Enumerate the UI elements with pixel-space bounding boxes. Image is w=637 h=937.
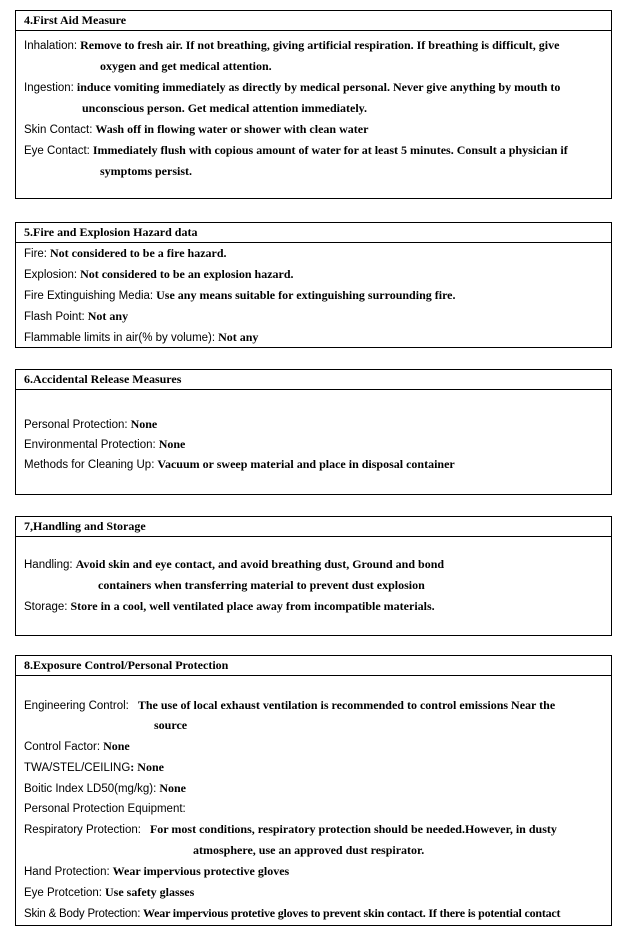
inhalation-row xyxy=(24,35,607,57)
explosion-row xyxy=(24,264,607,286)
field-value: Wash off in flowing water or shower with clean water xyxy=(95,122,369,136)
personal-protection-row xyxy=(24,414,607,436)
field-value: None xyxy=(159,781,186,795)
section-title: 4.First Aid Measure xyxy=(16,11,611,31)
section-exposure-control xyxy=(15,655,612,926)
cleaning-up-row xyxy=(24,454,607,476)
control-factor-row xyxy=(24,736,607,758)
engineering-continuation xyxy=(24,715,607,736)
field-label: Fire Extinguishing Media: xyxy=(24,290,154,302)
field-value: Not considered to be an explosion hazard. xyxy=(80,267,294,281)
field-value-cont: source xyxy=(154,718,188,732)
field-label: Handling: xyxy=(24,559,73,571)
section-title: 5.Fire and Explosion Hazard data xyxy=(16,223,611,243)
field-value: Immediately flush with copious amount of water for at least 5 minutes. Consult a physician if xyxy=(92,143,568,157)
field-label: Boitic Index LD50(mg/kg): xyxy=(24,783,157,795)
field-label: Hand Protection: xyxy=(24,866,110,878)
field-value: Not considered to be a fire hazard. xyxy=(50,246,227,260)
field-label: Explosion: xyxy=(24,269,78,281)
field-value-cont: unconscious person. Get medical attention immediately. xyxy=(82,101,367,115)
extinguishing-media-row xyxy=(24,285,607,307)
respiratory-protection-row xyxy=(24,819,607,841)
ingestion-row xyxy=(24,77,607,99)
ppe-row xyxy=(24,798,607,820)
skin-body-protection-row xyxy=(24,903,607,925)
field-label: Fire: xyxy=(24,248,47,260)
eye-contact-row xyxy=(24,140,607,162)
field-label: Eye Contact: xyxy=(24,145,90,157)
section-accidental-release xyxy=(15,369,612,495)
field-value: Remove to fresh air. If not breathing, giving artificial respiration. If breathing is difficult, give xyxy=(80,38,560,52)
eye-protection-row xyxy=(24,882,607,904)
field-value: None xyxy=(158,437,186,451)
field-value: induce vomiting immediately as directly by medical personal. Never give anything by mouth to xyxy=(76,80,561,94)
field-value: None xyxy=(103,739,130,753)
section-title: 7,Handling and Storage xyxy=(16,517,611,537)
section-title: 6.Accidental Release Measures xyxy=(16,370,611,390)
inhalation-continuation xyxy=(24,56,607,77)
section-first-aid xyxy=(15,10,612,199)
field-value: For most conditions, respiratory protection should be needed.However, in dusty xyxy=(149,822,557,836)
field-value-cont: containers when transferring material to prevent dust explosion xyxy=(98,578,425,592)
environmental-protection-row xyxy=(24,434,607,456)
field-value: Vacuum or sweep material and place in disposal container xyxy=(157,457,455,471)
field-label: Flammable limits in air(% by volume): xyxy=(24,332,216,344)
field-label: Methods for Cleaning Up: xyxy=(24,459,155,471)
field-label: TWA/STEL/CEILING xyxy=(24,762,131,774)
field-value: The use of local exhaust ventilation is recommended to control emissions Near the xyxy=(137,698,556,712)
field-value: None xyxy=(130,417,158,431)
section-title: 8.Exposure Control/Personal Protection xyxy=(16,656,611,676)
hand-protection-row xyxy=(24,861,607,883)
flash-point-row xyxy=(24,306,607,328)
field-label: Eye Protcetion: xyxy=(24,887,102,899)
section-fire-explosion xyxy=(15,222,612,348)
ingestion-continuation xyxy=(24,98,607,119)
field-value: Wear impervious protetive gloves to prevent skin contact. If there is potential contact xyxy=(143,906,561,920)
field-label: Inhalation: xyxy=(24,40,78,52)
eye-contact-continuation xyxy=(24,161,607,182)
field-value: Wear impervious protective gloves xyxy=(112,864,290,878)
field-value: Avoid skin and eye contact, and avoid breathing dust, Ground and bond xyxy=(75,557,445,571)
field-label: Skin & Body Protection: xyxy=(24,908,141,920)
flammable-limits-row xyxy=(24,327,607,349)
field-value: Store in a cool, well ventilated place away from incompatible materials. xyxy=(70,599,435,613)
skin-contact-row xyxy=(24,119,607,141)
storage-row xyxy=(24,596,607,618)
field-label: Engineering Control: xyxy=(24,700,129,712)
field-label: Ingestion: xyxy=(24,82,74,94)
engineering-control-row xyxy=(24,695,607,717)
field-label: Personal Protection: xyxy=(24,419,128,431)
field-value: : None xyxy=(130,760,164,774)
field-label: Control Factor: xyxy=(24,741,101,753)
field-value-cont: atmosphere, use an approved dust respirator. xyxy=(193,843,425,857)
field-value-cont: symptoms persist. xyxy=(100,164,192,178)
section-handling-storage xyxy=(15,516,612,636)
field-label: Environmental Protection: xyxy=(24,439,156,451)
field-value: Use safety glasses xyxy=(104,885,195,899)
field-label: Flash Point: xyxy=(24,311,85,323)
handling-row xyxy=(24,554,607,576)
fire-row xyxy=(24,243,607,265)
field-label: Respiratory Protection: xyxy=(24,824,141,836)
twa-stel-ceiling-row xyxy=(24,757,607,779)
field-value: Use any means suitable for extinguishing surrounding fire. xyxy=(156,288,456,302)
handling-continuation xyxy=(24,575,607,596)
respiratory-continuation xyxy=(24,840,607,861)
field-value: Not any xyxy=(87,309,129,323)
field-label: Skin Contact: xyxy=(24,124,93,136)
field-label: Personal Protection Equipment: xyxy=(24,803,186,815)
field-label: Storage: xyxy=(24,601,68,613)
field-value-cont: oxygen and get medical attention. xyxy=(100,59,272,73)
boitic-index-row xyxy=(24,778,607,800)
field-value: Not any xyxy=(218,330,259,344)
